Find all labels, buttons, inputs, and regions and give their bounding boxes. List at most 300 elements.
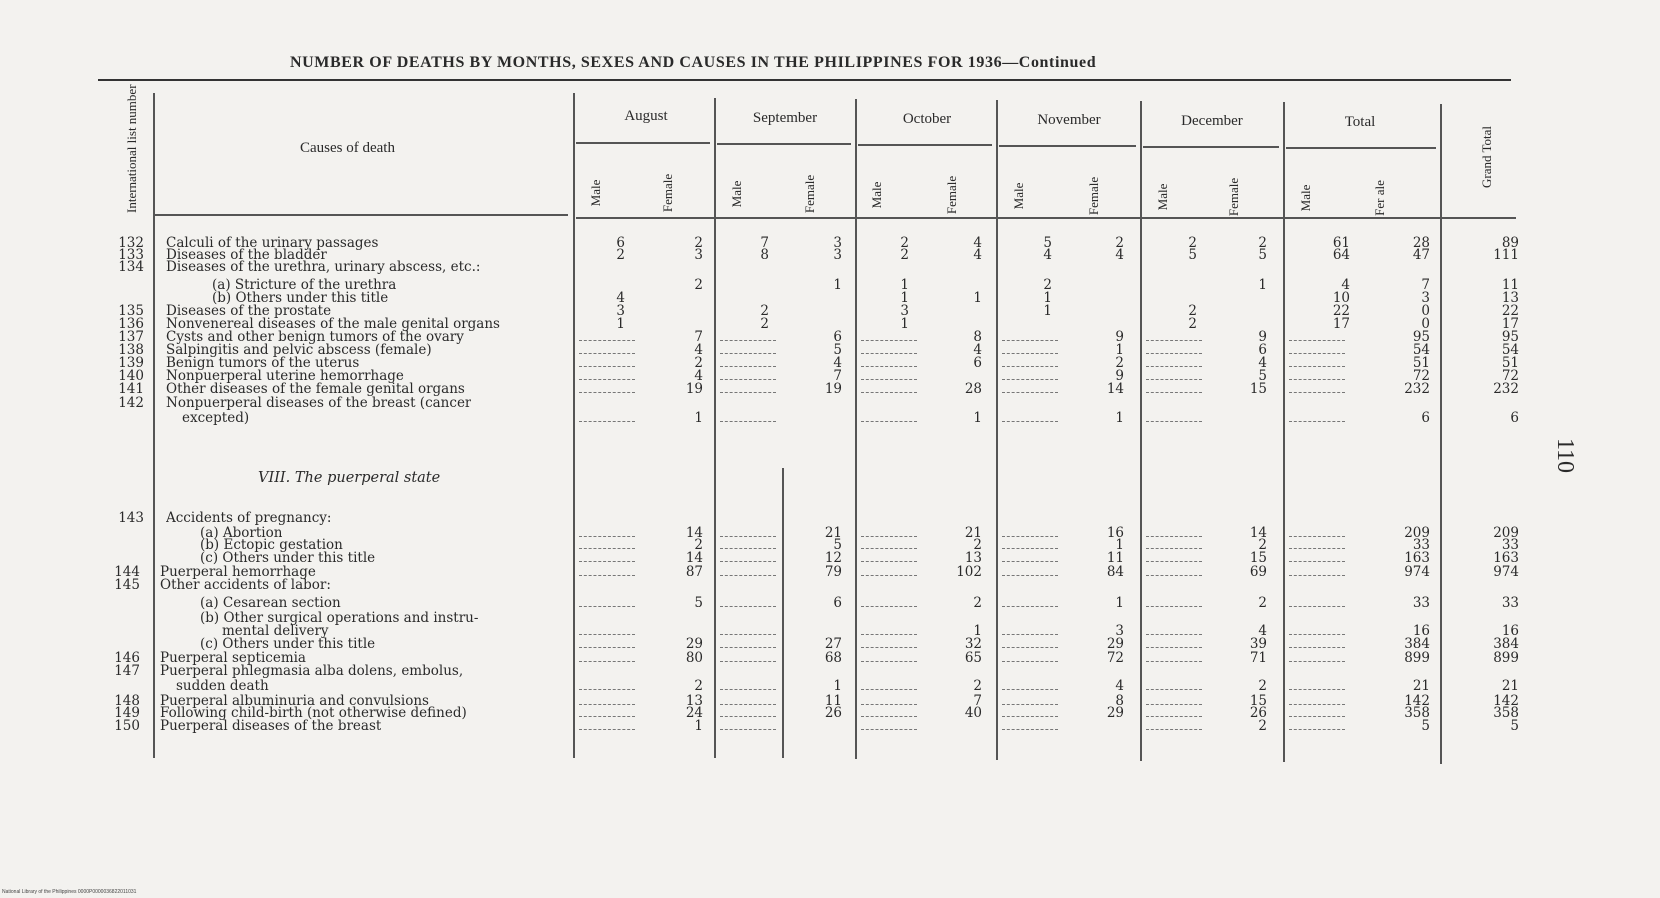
value-cell: 1 — [833, 277, 842, 293]
empty-cell-leader — [861, 536, 917, 537]
list-number: 150 — [114, 718, 140, 734]
table-row — [0, 511, 1660, 526]
table-row — [0, 260, 1660, 275]
empty-cell-leader — [861, 548, 917, 549]
empty-cell-leader — [1002, 379, 1058, 380]
value-cell: 24 — [685, 705, 703, 721]
value-cell: 2 — [1115, 235, 1124, 251]
value-cell: 4 — [973, 247, 982, 263]
value-cell: 28 — [1412, 235, 1430, 251]
value-cell: 2 — [973, 537, 982, 553]
empty-cell-leader — [720, 379, 776, 380]
empty-cell-leader — [720, 340, 776, 341]
empty-cell-leader — [1002, 661, 1058, 662]
empty-cell-leader — [1146, 634, 1202, 635]
empty-cell-leader — [1002, 575, 1058, 576]
value-cell: 2 — [760, 303, 769, 319]
value-cell: 7 — [973, 693, 982, 709]
value-cell: 54 — [1412, 342, 1430, 358]
empty-cell-leader — [861, 340, 917, 341]
value-cell: 26 — [1249, 705, 1267, 721]
value-cell: 19 — [685, 381, 703, 397]
header-sex-female: Female — [802, 174, 817, 214]
cause-label: Puerperal phlegmasia alba dolens, embolus, — [160, 664, 464, 679]
value-cell: 1 — [1115, 342, 1124, 358]
value-cell: 5 — [1043, 235, 1052, 251]
empty-cell-leader — [1146, 340, 1202, 341]
value-cell: 15 — [1249, 381, 1267, 397]
header-bottom-rule — [576, 217, 1516, 219]
value-cell: 1 — [973, 290, 982, 306]
empty-cell-leader — [1289, 661, 1345, 662]
cause-label: Nonpuerperal uterine hemorrhage — [166, 369, 404, 384]
value-cell: 12 — [824, 550, 842, 566]
value-cell: 4 — [1258, 355, 1267, 371]
value-cell: 29 — [1106, 705, 1124, 721]
header-total: Total — [1344, 114, 1376, 130]
value-cell: 5 — [833, 537, 842, 553]
header-sex-male: Male — [1298, 184, 1313, 212]
value-cell: 1 — [694, 410, 703, 426]
value-cell: 358 — [1493, 705, 1519, 721]
value-cell: 4 — [1115, 678, 1124, 694]
empty-cell-leader — [720, 548, 776, 549]
value-cell: 14 — [685, 525, 703, 541]
cause-label: Other accidents of labor: — [160, 578, 331, 593]
cause-label: Diseases of the urethra, urinary abscess, etc.: — [166, 260, 481, 275]
header-sex-male: Male — [1155, 183, 1170, 211]
month-underline — [858, 144, 992, 146]
value-cell: 2 — [1188, 303, 1197, 319]
list-number: 139 — [118, 355, 144, 371]
value-cell: 9 — [1258, 329, 1267, 345]
header-sex-female: Female — [660, 173, 675, 213]
cause-label: Puerperal albuminuria and convulsions — [160, 694, 429, 709]
empty-cell-leader — [720, 606, 776, 607]
value-cell: 4 — [973, 235, 982, 251]
value-cell: 21 — [964, 525, 982, 541]
value-cell: 64 — [1332, 247, 1350, 263]
empty-cell-leader — [1289, 353, 1345, 354]
value-cell: 65 — [964, 650, 982, 666]
value-cell: 17 — [1332, 316, 1350, 332]
empty-cell-leader — [720, 634, 776, 635]
value-cell: 232 — [1493, 381, 1519, 397]
value-cell: 2 — [616, 247, 625, 263]
empty-cell-leader — [861, 647, 917, 648]
value-cell: 4 — [833, 355, 842, 371]
value-cell: 4 — [1043, 247, 1052, 263]
empty-cell-leader — [1002, 536, 1058, 537]
value-cell: 2 — [900, 247, 909, 263]
empty-cell-leader — [861, 392, 917, 393]
value-cell: 6 — [973, 355, 982, 371]
value-cell: 5 — [1188, 247, 1197, 263]
cause-label: (b) Other surgical operations and instru- — [200, 611, 479, 626]
empty-cell-leader — [579, 421, 635, 422]
value-cell: 95 — [1412, 329, 1430, 345]
value-cell: 1 — [833, 678, 842, 694]
value-cell: 0 — [1421, 303, 1430, 319]
empty-cell-leader — [861, 366, 917, 367]
value-cell: 384 — [1404, 636, 1430, 652]
value-cell: 71 — [1249, 650, 1267, 666]
value-cell: 2 — [1043, 277, 1052, 293]
value-cell: 2 — [1258, 718, 1267, 734]
value-cell: 8 — [973, 329, 982, 345]
value-cell: 2 — [973, 678, 982, 694]
empty-cell-leader — [861, 421, 917, 422]
empty-cell-leader — [579, 716, 635, 717]
value-cell: 1 — [973, 623, 982, 639]
value-cell: 8 — [760, 247, 769, 263]
value-cell: 384 — [1493, 636, 1519, 652]
value-cell: 2 — [694, 537, 703, 553]
value-cell: 10 — [1332, 290, 1350, 306]
value-cell: 87 — [685, 564, 703, 580]
empty-cell-leader — [1002, 647, 1058, 648]
value-cell: 142 — [1404, 693, 1430, 709]
value-cell: 2 — [694, 355, 703, 371]
empty-cell-leader — [579, 689, 635, 690]
empty-cell-leader — [720, 716, 776, 717]
value-cell: 22 — [1501, 303, 1519, 319]
empty-cell-leader — [1146, 716, 1202, 717]
value-cell: 6 — [833, 595, 842, 611]
value-cell: 4 — [1341, 277, 1350, 293]
value-cell: 16 — [1412, 623, 1430, 639]
value-cell: 3 — [616, 303, 625, 319]
empty-cell-leader — [1146, 661, 1202, 662]
header-list-number: International list number — [124, 84, 139, 213]
value-cell: 3 — [694, 247, 703, 263]
cause-label: Salpingitis and pelvic abscess (female) — [166, 343, 432, 358]
value-cell: 39 — [1249, 636, 1267, 652]
list-number: 146 — [114, 650, 140, 666]
value-cell: 232 — [1404, 381, 1430, 397]
value-cell: 2 — [1258, 537, 1267, 553]
value-cell: 4 — [694, 342, 703, 358]
value-cell: 27 — [824, 636, 842, 652]
value-cell: 102 — [956, 564, 982, 580]
table-row — [0, 719, 1660, 734]
value-cell: 26 — [824, 705, 842, 721]
value-cell: 22 — [1332, 303, 1350, 319]
value-cell: 7 — [760, 235, 769, 251]
empty-cell-leader — [1289, 729, 1345, 730]
value-cell: 2 — [973, 595, 982, 611]
cause-label: sudden death — [176, 679, 269, 694]
empty-cell-leader — [579, 561, 635, 562]
value-cell: 33 — [1412, 595, 1430, 611]
empty-cell-leader — [1289, 575, 1345, 576]
empty-cell-leader — [1289, 561, 1345, 562]
top-rule — [98, 79, 1511, 81]
list-number: 149 — [114, 705, 140, 721]
value-cell: 4 — [694, 368, 703, 384]
value-cell: 15 — [1249, 550, 1267, 566]
empty-cell-leader — [579, 536, 635, 537]
header-sex-male: Male — [588, 179, 603, 207]
empty-cell-leader — [861, 729, 917, 730]
value-cell: 21 — [824, 525, 842, 541]
cause-label: Accidents of pregnancy: — [166, 511, 332, 526]
value-cell: 111 — [1493, 247, 1519, 263]
header-sex-male: Male — [869, 181, 884, 209]
value-cell: 1 — [1258, 277, 1267, 293]
empty-cell-leader — [579, 606, 635, 607]
header-month-september: September — [752, 110, 818, 126]
value-cell: 13 — [1501, 290, 1519, 306]
value-cell: 1 — [900, 290, 909, 306]
empty-cell-leader — [579, 379, 635, 380]
month-underline — [999, 145, 1136, 147]
value-cell: 209 — [1404, 525, 1430, 541]
value-cell: 15 — [1249, 693, 1267, 709]
month-underline — [576, 142, 710, 144]
value-cell: 17 — [1501, 316, 1519, 332]
value-cell: 2 — [1188, 316, 1197, 332]
value-cell: 974 — [1493, 564, 1519, 580]
list-number: 143 — [118, 510, 144, 526]
table-row — [0, 578, 1660, 593]
empty-cell-leader — [1002, 606, 1058, 607]
value-cell: 5 — [1258, 368, 1267, 384]
value-cell: 2 — [1115, 355, 1124, 371]
value-cell: 11 — [1106, 550, 1124, 566]
header-sex-female: Female — [944, 175, 959, 215]
list-number: 132 — [118, 235, 144, 251]
empty-cell-leader — [720, 729, 776, 730]
value-cell: 11 — [824, 693, 842, 709]
table-row — [0, 411, 1660, 426]
header-month-august: August — [624, 108, 668, 124]
value-cell: 4 — [616, 290, 625, 306]
value-cell: 163 — [1493, 550, 1519, 566]
header-grand-total: Grand Total — [1479, 125, 1494, 189]
cause-label: Puerperal hemorrhage — [160, 565, 316, 580]
empty-cell-leader — [1002, 716, 1058, 717]
value-cell: 33 — [1412, 537, 1430, 553]
list-number: 141 — [118, 381, 144, 397]
empty-cell-leader — [1146, 606, 1202, 607]
value-cell: 40 — [964, 705, 982, 721]
section-heading: VIII. The puerperal state — [258, 470, 441, 486]
value-cell: 3 — [1421, 290, 1430, 306]
value-cell: 19 — [824, 381, 842, 397]
value-cell: 9 — [1115, 368, 1124, 384]
value-cell: 6 — [1421, 410, 1430, 426]
cause-label: excepted) — [182, 411, 250, 426]
value-cell: 28 — [964, 381, 982, 397]
cause-label: (a) Abortion — [200, 526, 283, 541]
cause-label: Nonvenereal diseases of the male genital organs — [166, 317, 500, 332]
value-cell: 5 — [1258, 247, 1267, 263]
value-cell: 4 — [1258, 623, 1267, 639]
empty-cell-leader — [1289, 606, 1345, 607]
value-cell: 2 — [694, 678, 703, 694]
value-cell: 13 — [685, 693, 703, 709]
month-underline — [1286, 147, 1436, 149]
value-cell: 8 — [1115, 693, 1124, 709]
value-cell: 95 — [1501, 329, 1519, 345]
value-cell: 5 — [1421, 718, 1430, 734]
empty-cell-leader — [720, 353, 776, 354]
cause-label: (b) Others under this title — [212, 291, 389, 306]
cause-label: Puerperal diseases of the breast — [160, 719, 382, 734]
empty-cell-leader — [1002, 353, 1058, 354]
empty-cell-leader — [579, 634, 635, 635]
empty-cell-leader — [1289, 379, 1345, 380]
empty-cell-leader — [861, 379, 917, 380]
value-cell: 7 — [1421, 277, 1430, 293]
empty-cell-leader — [579, 340, 635, 341]
empty-cell-leader — [861, 716, 917, 717]
empty-cell-leader — [579, 366, 635, 367]
empty-cell-leader — [1146, 366, 1202, 367]
empty-cell-leader — [1146, 536, 1202, 537]
empty-cell-leader — [720, 704, 776, 705]
value-cell: 2 — [760, 316, 769, 332]
value-cell: 68 — [824, 650, 842, 666]
header-sex-female: Female — [1086, 176, 1101, 216]
empty-cell-leader — [1146, 704, 1202, 705]
empty-cell-leader — [1002, 548, 1058, 549]
value-cell: 2 — [1258, 678, 1267, 694]
value-cell: 6 — [616, 235, 625, 251]
table-row — [0, 596, 1660, 611]
value-cell: 9 — [1115, 329, 1124, 345]
header-sex-female: Female — [1226, 177, 1241, 217]
cause-label: (a) Cesarean section — [200, 596, 341, 611]
list-number: 135 — [118, 303, 144, 319]
value-cell: 29 — [1106, 636, 1124, 652]
empty-cell-leader — [1289, 716, 1345, 717]
list-number: 137 — [118, 329, 144, 345]
cause-label: Other diseases of the female genital organs — [166, 382, 465, 397]
table-row — [0, 664, 1660, 679]
empty-cell-leader — [1002, 366, 1058, 367]
empty-cell-leader — [1146, 561, 1202, 562]
value-cell: 1 — [694, 718, 703, 734]
page-number: 110 — [1552, 437, 1579, 474]
cause-label: Cysts and other benign tumors of the ovary — [166, 330, 464, 345]
empty-cell-leader — [579, 729, 635, 730]
value-cell: 84 — [1106, 564, 1124, 580]
value-cell: 14 — [685, 550, 703, 566]
cause-label: Nonpuerperal diseases of the breast (cancer — [166, 396, 472, 411]
value-cell: 2 — [1258, 235, 1267, 251]
value-cell: 2 — [1258, 595, 1267, 611]
list-number: 145 — [114, 577, 140, 593]
value-cell: 209 — [1493, 525, 1519, 541]
empty-cell-leader — [861, 606, 917, 607]
value-cell: 11 — [1501, 277, 1519, 293]
value-cell: 6 — [833, 329, 842, 345]
empty-cell-leader — [1146, 575, 1202, 576]
empty-cell-leader — [720, 536, 776, 537]
value-cell: 54 — [1501, 342, 1519, 358]
empty-cell-leader — [720, 366, 776, 367]
value-cell: 6 — [1258, 342, 1267, 358]
value-cell: 2 — [900, 235, 909, 251]
value-cell: 21 — [1501, 678, 1519, 694]
table-row — [0, 382, 1660, 397]
value-cell: 974 — [1404, 564, 1430, 580]
cause-label: Benign tumors of the uterus — [166, 356, 360, 371]
table-row — [0, 679, 1660, 694]
header-causes: Causes of death — [300, 140, 395, 156]
value-cell: 7 — [833, 368, 842, 384]
empty-cell-leader — [861, 704, 917, 705]
empty-cell-leader — [1289, 366, 1345, 367]
empty-cell-leader — [720, 689, 776, 690]
value-cell: 0 — [1421, 316, 1430, 332]
empty-cell-leader — [579, 647, 635, 648]
empty-cell-leader — [861, 689, 917, 690]
value-cell: 1 — [1115, 595, 1124, 611]
value-cell: 1 — [1043, 290, 1052, 306]
cause-label: Calculi of the urinary passages — [166, 236, 379, 251]
value-cell: 1 — [1043, 303, 1052, 319]
value-cell: 3 — [833, 247, 842, 263]
value-cell: 358 — [1404, 705, 1430, 721]
value-cell: 14 — [1249, 525, 1267, 541]
value-cell: 29 — [685, 636, 703, 652]
empty-cell-leader — [1146, 689, 1202, 690]
empty-cell-leader — [579, 704, 635, 705]
value-cell: 33 — [1501, 595, 1519, 611]
empty-cell-leader — [579, 353, 635, 354]
empty-cell-leader — [579, 661, 635, 662]
list-number: 147 — [114, 663, 140, 679]
list-number: 136 — [118, 316, 144, 332]
list-number: 134 — [118, 259, 144, 275]
empty-cell-leader — [1002, 561, 1058, 562]
value-cell: 2 — [694, 235, 703, 251]
value-cell: 33 — [1501, 537, 1519, 553]
empty-cell-leader — [1146, 548, 1202, 549]
value-cell: 32 — [964, 636, 982, 652]
value-cell: 89 — [1501, 235, 1519, 251]
empty-cell-leader — [1289, 536, 1345, 537]
footer-credit: National Library of the Philippines 0000P0000036822011031 — [2, 889, 137, 895]
empty-cell-leader — [1002, 634, 1058, 635]
value-cell: 163 — [1404, 550, 1430, 566]
empty-cell-leader — [1146, 392, 1202, 393]
cause-label: Puerperal septicemia — [160, 651, 306, 666]
value-cell: 69 — [1249, 564, 1267, 580]
value-cell: 7 — [694, 329, 703, 345]
header-sex-male: Male — [729, 180, 744, 208]
header-sex-male: Male — [1011, 182, 1026, 210]
empty-cell-leader — [861, 575, 917, 576]
month-underline — [717, 143, 851, 145]
empty-cell-leader — [1146, 379, 1202, 380]
empty-cell-leader — [720, 392, 776, 393]
value-cell: 1 — [973, 410, 982, 426]
empty-cell-leader — [1289, 392, 1345, 393]
cause-label: (c) Others under this title — [200, 637, 376, 652]
value-cell: 3 — [900, 303, 909, 319]
value-cell: 61 — [1332, 235, 1350, 251]
value-cell: 5 — [833, 342, 842, 358]
header-bottom-rule — [155, 214, 568, 216]
value-cell: 1 — [900, 316, 909, 332]
header-month-december: December — [1181, 113, 1243, 129]
cause-label: Diseases of the bladder — [166, 248, 327, 263]
cause-label: (a) Stricture of the urethra — [212, 278, 397, 293]
